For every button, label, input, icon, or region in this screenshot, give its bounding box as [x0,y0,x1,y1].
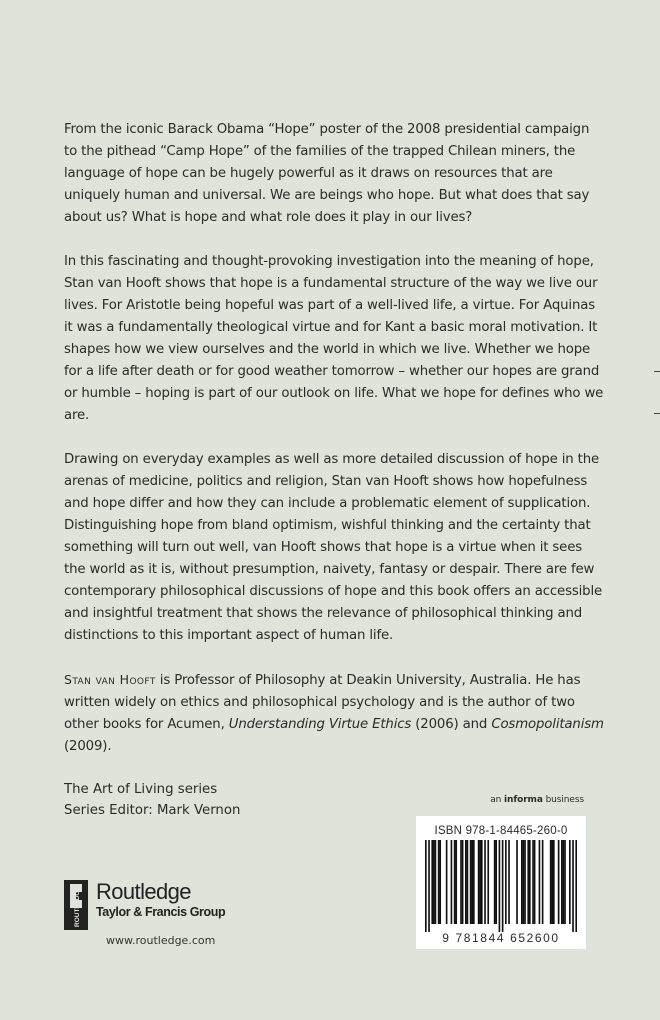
barcode-bar [516,840,518,924]
series-info [64,779,240,821]
barcode-bar [553,840,555,924]
back-cover-blurb [64,119,606,780]
barcode-bar [487,840,489,924]
barcode-bar [471,840,473,924]
blurb-paragraph-2: In this fascinating and thought-provoking investigation into the meaning of hope, Stan van Hooft shows that hope is a fundamental structure of the way we live our lives. For Aristotle being hopeful was part of a well-lived life, a virtue. For Aquinas it was a fundamentally theological virtue and for Kant a basic moral motivation. It shapes how we view ourselves and the world in which we live. Whether we hope for a life after death or for good weather tomorrow – whether our hopes are grand or humble – hoping is part of our outlook on life. What we hope for defines who we are. [64,254,604,423]
barcode-bar [529,840,531,924]
barcode-bar [563,840,565,924]
logo-lettering: ROUTLEDGE [74,886,81,927]
barcode-bar [502,840,504,932]
informa-brand: informa [504,795,543,805]
barcode-bar [455,840,457,924]
barcode-bar [569,840,571,924]
barcode-bars [425,840,577,932]
barcode-bar [438,840,440,924]
barcode-bar [542,840,544,924]
barcode-bar [523,840,525,924]
barcode-bar [454,840,456,924]
informa-suffix: business [542,795,584,805]
barcode-bar [495,840,497,924]
routledge-logo-icon [64,880,88,930]
barcode-bar [446,840,448,924]
barcode-bar [524,840,526,924]
barcode-bar [521,840,523,924]
author-bio-text-1: is Professor of Philosophy at Deakin University, Australia. He has written widely on ethics and philosophical psychology and is the author of two other books for Acumen, [64,673,581,732]
barcode-bar [508,840,510,924]
barcode-bar [478,840,480,924]
blurb-paragraph-3: Drawing on everyday examples as well as more detailed discussion of hope in the arenas of medicine, politics and religion, Stan van Hooft shows how hopefulness and hope differ and how they can include a problematic element of supplication. Distinguishing hope from bland optimism, wishful thinking and the certainty that something will turn out well, van Hooft shows that hope is a virtue when it sees the world as it is, without presumption, naivety, fantasy or despair. There are few contemporary philosophical discussions of hope and this book offers an accessible and insightful treatment that shows the relevance of philosophical thinking and distinctions to this important aspect of human life. [64,452,603,643]
barcode-bar [484,840,486,924]
barcode-bar [467,840,469,924]
publisher-name: Routledge [96,879,191,904]
edge-mark-1 [654,371,660,372]
edge-mark-2 [654,413,660,414]
barcode-bar [564,840,566,924]
publisher-website: www.routledge.com [106,934,216,947]
barcode-bar [527,840,529,924]
barcode-bar [505,840,507,924]
barcode-bar [534,840,536,924]
informa-prefix: an [490,795,505,805]
author-bio [64,669,606,758]
barcode-bar [470,840,472,924]
barcode-bar [431,840,433,924]
author-name: Stan van Hooft [64,672,156,687]
author-bio-text-2: (2006) and [411,717,492,732]
author-bio-text-3: (2009). [64,739,112,754]
publisher-group: Taylor & Francis Group [96,905,226,919]
barcode-bar [433,840,435,924]
isbn-barcode [416,816,586,949]
barcode-bar [425,840,427,932]
barcode-bar [435,840,437,924]
series-editor: Series Editor: Mark Vernon [64,803,241,818]
barcode-bar [572,840,574,932]
barcode-bar [460,840,462,924]
blurb-paragraph-1: From the iconic Barack Obama “Hope” poster of the 2008 presidential campaign to the pithead “Camp Hope” of the families of the trapped Chilean miners, the language of hope can be hugely powerful as it draws on resources that are uniquely human and universal. We are beings who hope. But what does that say about us? What is hope and what role does it play in our lives? [64,122,590,225]
barcode-bar [428,840,430,932]
barcode-bar [481,840,483,924]
publisher-block [96,880,225,920]
barcode-bar [539,840,541,924]
barcode-bar [439,840,441,924]
barcode-bar [479,840,481,924]
barcode-bar [451,840,453,924]
barcode-bar [551,840,553,924]
book-title-1: Understanding Virtue Ethics [228,717,412,732]
barcode-bar [558,840,560,924]
barcode-bar [494,840,496,924]
barcode-bar [462,840,464,924]
isbn-digits: 9 781844 652600 [442,931,560,945]
barcode-bar [473,840,475,924]
barcode-bar [532,840,534,924]
informa-business-tag [490,795,584,805]
book-title-2: Cosmopolitanism [491,717,604,732]
barcode-bar [550,840,552,924]
barcode-bar [499,840,501,932]
barcode-bar [465,840,467,924]
isbn-label: ISBN 978-1-84465-260-0 [434,825,568,837]
series-name: The Art of Living series [64,782,218,797]
barcode-bar [561,840,563,924]
barcode-bar [575,840,577,932]
